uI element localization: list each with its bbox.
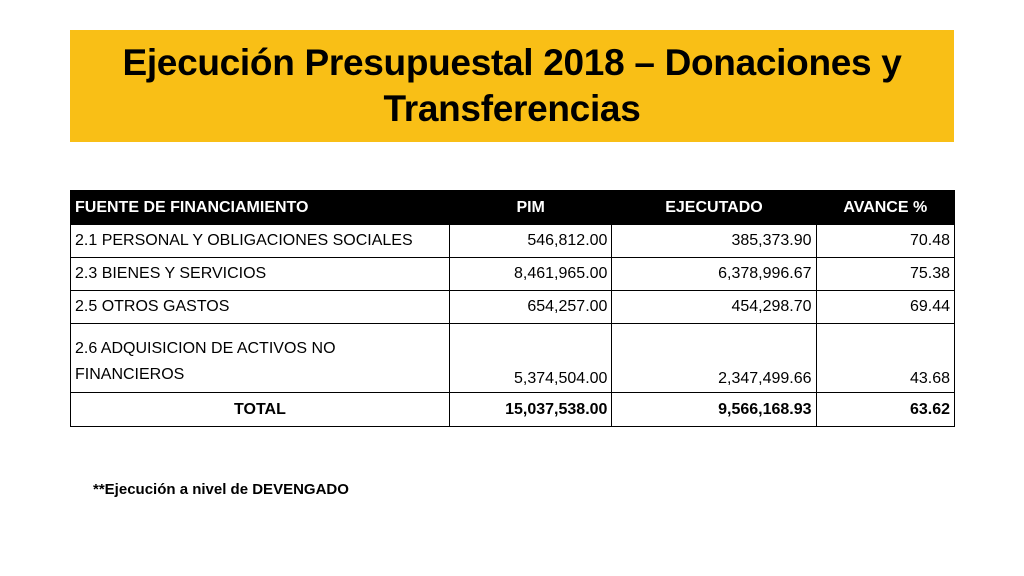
total-row (71, 393, 955, 427)
row-executed: 2,347,499.66 (612, 324, 816, 393)
budget-table (70, 190, 955, 427)
header-pim: PIM (449, 191, 612, 225)
row-executed: 454,298.70 (612, 291, 816, 324)
table-row (71, 258, 955, 291)
table-row (71, 225, 955, 258)
row-source: 2.1 PERSONAL Y OBLIGACIONES SOCIALES (71, 225, 450, 258)
row-source: 2.5 OTROS GASTOS (71, 291, 450, 324)
row-executed: 6,378,996.67 (612, 258, 816, 291)
row-source: 2.6 ADQUISICION DE ACTIVOS NO FINANCIEROS (71, 324, 450, 393)
title-banner (70, 30, 954, 142)
total-pim: 15,037,538.00 (449, 393, 612, 427)
header-progress: AVANCE % (816, 191, 954, 225)
total-label: TOTAL (71, 393, 450, 427)
row-pim: 654,257.00 (449, 291, 612, 324)
row-source: 2.3 BIENES Y SERVICIOS (71, 258, 450, 291)
slide-title: Ejecución Presupuestal 2018 – Donaciones y Transferencias (122, 42, 902, 129)
row-progress: 70.48 (816, 225, 954, 258)
table-row (71, 324, 955, 393)
header-source: FUENTE DE FINANCIAMIENTO (71, 191, 450, 225)
header-executed: EJECUTADO (612, 191, 816, 225)
row-pim: 5,374,504.00 (449, 324, 612, 393)
row-executed: 385,373.90 (612, 225, 816, 258)
total-progress: 63.62 (816, 393, 954, 427)
table-row (71, 291, 955, 324)
row-pim: 546,812.00 (449, 225, 612, 258)
row-progress: 43.68 (816, 324, 954, 393)
row-progress: 69.44 (816, 291, 954, 324)
table-header-row (71, 191, 955, 225)
footnote: **Ejecución a nivel de DEVENGADO (93, 481, 349, 498)
row-pim: 8,461,965.00 (449, 258, 612, 291)
row-progress: 75.38 (816, 258, 954, 291)
total-executed: 9,566,168.93 (612, 393, 816, 427)
